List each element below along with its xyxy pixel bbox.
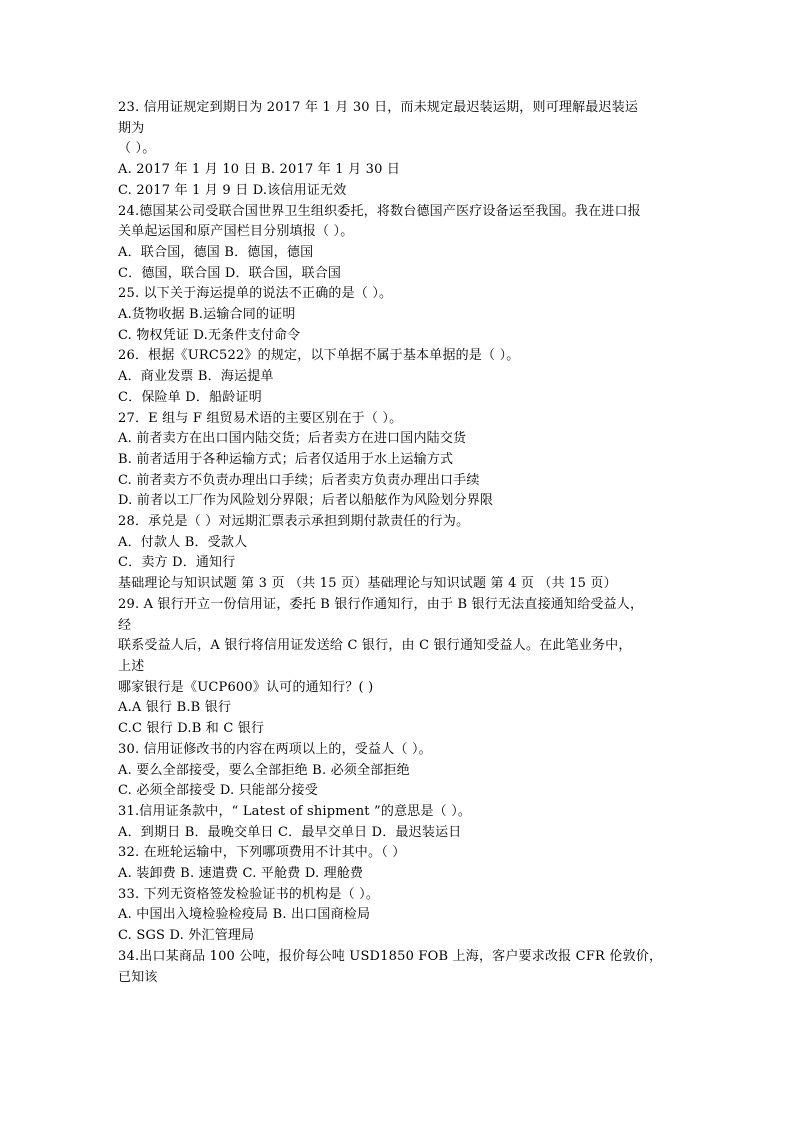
question-27-option-b: B. 前者适用于各种运输方式；后者仅适用于水上运输方式	[118, 451, 454, 467]
page-footer-text: 基础理论与知识试题 第 3 页 （共 15 页）基础理论与知识试题 第 4 页 （共 15 页）	[118, 576, 617, 592]
question-29-line-1: 29. A 银行开立一份信用证，委托 B 银行作通知行，由于 B 银行无法直接通知给受益人，	[118, 596, 644, 612]
question-24-options-cd: C．德国，联合国 D．联合国，联合国	[118, 265, 342, 281]
question-23-options-cd: C. 2017 年 1 月 9 日 D.该信用证无效	[118, 182, 347, 198]
question-28-options-ab: A．付款人 B．受款人	[118, 534, 248, 550]
question-24-line-1: 24.德国某公司受联合国世界卫生组织委托，将数台德国产医疗设备运至我国。我在进口报	[118, 203, 641, 219]
question-27-option-d: D. 前者以工厂作为风险划分界限；后者以船舷作为风险划分界限	[118, 493, 494, 509]
question-26-stem: 26．根据《URC522》的规定，以下单据不属于基本单据的是（ ）。	[118, 348, 520, 364]
question-29-options-ab: A.A 银行 B.B 银行	[118, 700, 232, 716]
question-31-stem: 31.信用证条款中，“ Latest of shipment ”的意思是（ ）。	[118, 803, 472, 819]
question-33-options-cd: C. SGS D. 外汇管理局	[118, 928, 255, 944]
question-23-line-3: （ ）。	[118, 141, 156, 157]
question-28-options-cd: C．卖方 D．通知行	[118, 555, 236, 571]
question-24-options-ab: A．联合国，德国 B．德国，德国	[118, 244, 314, 260]
question-29-line-4: 上述	[118, 658, 145, 674]
question-29-line-3: 联系受益人后，A 银行将信用证发送给 C 银行，由 C 银行通知受益人。在此笔业务中，	[118, 638, 632, 654]
question-23-options-ab: A. 2017 年 1 月 10 日 B. 2017 年 1 月 30 日	[118, 162, 401, 178]
question-26-options-ab: A．商业发票 B．海运提单	[118, 369, 274, 385]
question-32-options: A. 装卸费 B. 速遣费 C. 平舱费 D. 理舱费	[118, 866, 364, 882]
question-27-option-c: C. 前者卖方不负责办理出口手续；后者卖方负责办理出口手续	[118, 472, 480, 488]
question-31-options: A．到期日 B．最晚交单日 C．最早交单日 D．最迟装运日	[118, 824, 462, 840]
question-26-options-cd: C．保险单 D．船龄证明	[118, 389, 262, 405]
question-24-line-2: 关单起运国和原产国栏目分别填报（ ）。	[118, 224, 354, 240]
question-23-line-2: 期为	[118, 120, 145, 136]
question-30-options-cd: C. 必须全部接受 D. 只能部分接受	[118, 783, 318, 799]
question-29-line-2: 经	[118, 617, 132, 633]
question-34-line-2: 已知该	[118, 969, 158, 985]
question-34-line-1: 34.出口某商品 100 公吨，报价每公吨 USD1850 FOB 上海，客户要求改报 CFR 伦敦价，	[118, 948, 663, 964]
question-25-options-ab: A.货物收据 B.运输合同的证明	[118, 307, 296, 323]
question-30-stem: 30. 信用证修改书的内容在两项以上的，受益人（ ）。	[118, 741, 432, 757]
question-32-stem: 32. 在班轮运输中，下列哪项费用不计其中。（ ）	[118, 845, 406, 861]
question-28-stem: 28．承兑是（ ）对远期汇票表示承担到期付款责任的行为。	[118, 514, 470, 530]
question-23-line-1: 23. 信用证规定到期日为 2017 年 1 月 30 日，而未规定最迟装运期，则可理解最迟装运	[118, 100, 639, 115]
question-33-stem: 33. 下列无资格签发检验证书的机构是（ ）。	[118, 886, 380, 902]
question-25-options-cd: C. 物权凭证 D.无条件支付命令	[118, 327, 301, 343]
question-29-options-cd: C.C 银行 D.B 和 C 银行	[118, 721, 265, 737]
question-33-options-ab: A. 中国出入境检验检疫局 B. 出口国商检局	[118, 907, 371, 923]
question-29-line-5: 哪家银行是《UCP600》认可的通知行？( )	[118, 679, 374, 695]
question-30-options-ab: A. 要么全部接受，要么全部拒绝 B. 必须全部拒绝	[118, 762, 410, 778]
question-25-stem: 25. 以下关于海运提单的说法不正确的是（ ）。	[118, 286, 393, 302]
question-27-option-a: A. 前者卖方在出口国内陆交货；后者卖方在进口国内陆交货	[118, 431, 467, 447]
question-27-stem: 27．E 组与 F 组贸易术语的主要区别在于（ ）。	[118, 410, 403, 426]
document-page	[118, 98, 678, 988]
